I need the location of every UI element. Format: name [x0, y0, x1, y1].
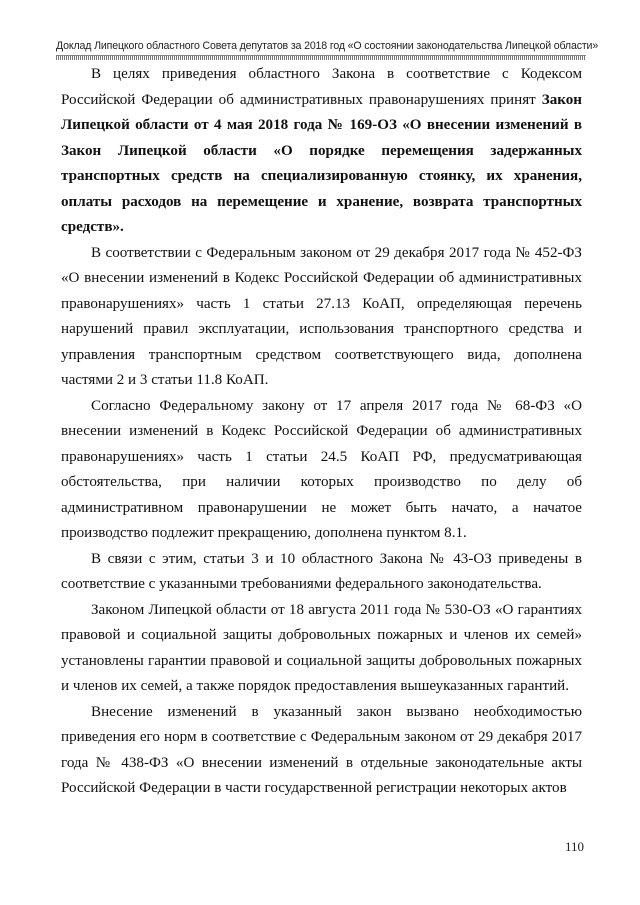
header-divider: [56, 55, 586, 60]
document-body: [61, 62, 582, 802]
paragraph-law-43: В связи с этим, статьи 3 и 10 областного Закона № 43-ОЗ приведены в соответствие с указанными требованиями федерального законодательства.: [61, 550, 582, 592]
page-number: 110: [564, 839, 584, 854]
paragraph-law-438: Внесение изменений в указанный закон вызвано необходимостью приведения его норм в соответствие с Федеральным законом от 29 декабря 2017 года № 438-ФЗ «О внесении изменений в отдельные законодательные акты Российской Федерации в части государственной регистрации некоторых актов: [61, 703, 582, 796]
paragraph-law-530: Законом Липецкой области от 18 августа 2011 года № 530-ОЗ «О гарантиях правовой и социальной защиты добровольных пожарных и членов их семей» установлены гарантии правовой и социальной защиты добровольных пожарных и членов их семей, а также порядок предоставления вышеуказанных гарантий.: [61, 601, 582, 694]
running-header: Доклад Липецкого областного Совета депутатов за 2018 год «О состоянии законодательства Липецкой области»: [56, 40, 599, 52]
paragraph-law-452: В соответствии с Федеральным законом от 29 декабря 2017 года № 452-ФЗ «О внесении изменений в Кодекс Российской Федерации об административных правонарушениях» часть 1 статьи 27.13 КоАП, определяющая перечень нарушений правил эксплуатации, использования транспортного средства и управления транспортным средством соответствующего вида, дополнена частями 2 и 3 статьи 11.8 КоАП.: [61, 244, 582, 388]
law-title-bold: Закон Липецкой области от 4 мая 2018 года № 169-ОЗ «О внесении изменений в Закон Липецкой области «О порядке перемещения задержанных транспортных средств на специализированную стоянку, их хранения, оплаты расходов на перемещение и хранение, возврата транспортных средств».: [61, 91, 582, 235]
paragraph-text: В целях приведения областного Закона в соответствие с Кодексом Российской Федерации об административных правонарушениях принят: [61, 66, 582, 108]
paragraph-law-169: [61, 62, 582, 241]
paragraph-law-68: Согласно Федеральному закону от 17 апреля 2017 года № 68-ФЗ «О внесении изменений в Кодекс Российской Федерации об административных правонарушениях» часть 1 статьи 24.5 КоАП РФ, предусматривающая обстоятельства, при наличии которых производство по делу об административном правонарушении не может быть начато, а начатое производство подлежит прекращению, дополнена пунктом 8.1.: [61, 397, 582, 541]
